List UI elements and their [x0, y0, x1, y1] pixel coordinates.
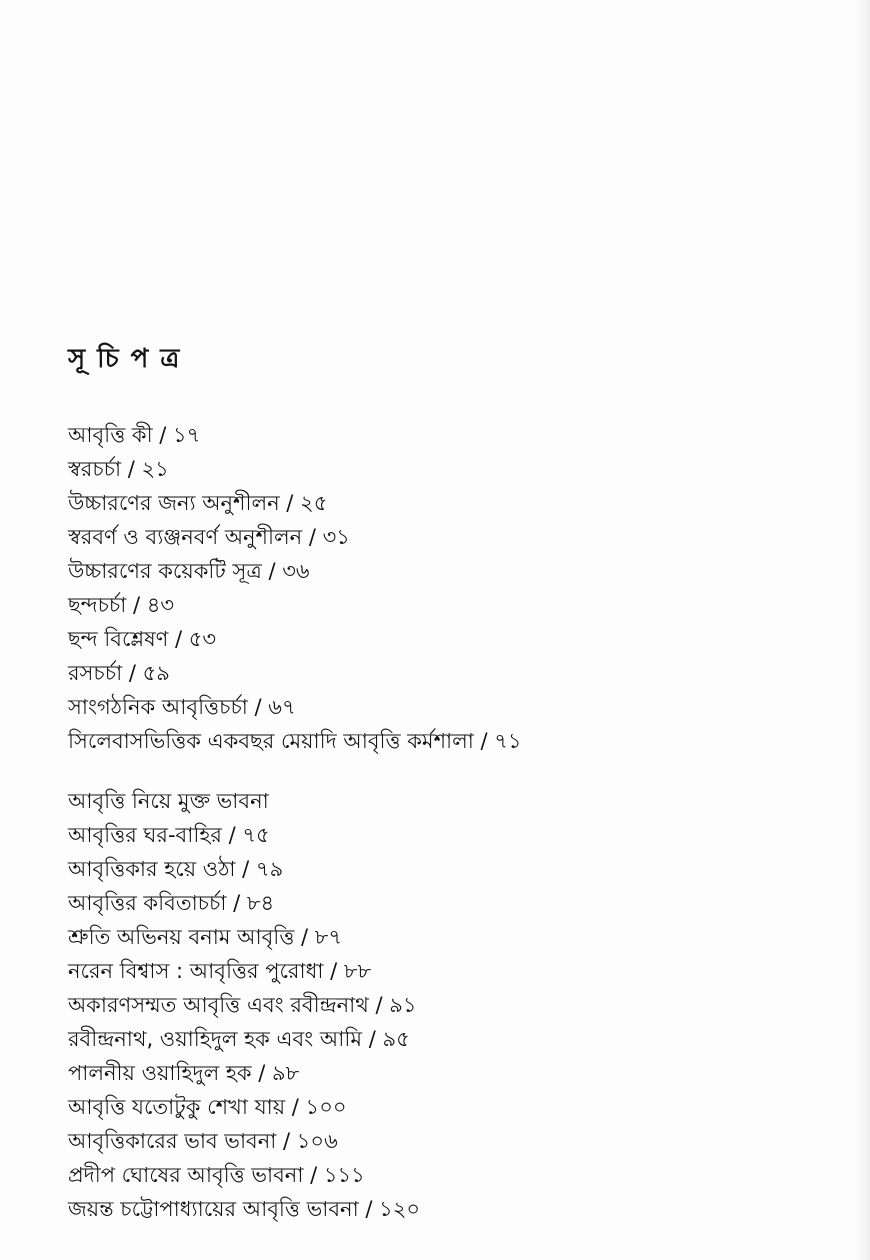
toc-entry: আবৃত্তিকারের ভাব ভাবনা / ১০৬	[68, 1129, 338, 1153]
toc-entry: আবৃত্তি কী / ১৭	[68, 423, 201, 447]
toc-entry: ছন্দচর্চা / ৪৩	[68, 593, 175, 617]
page-title: সূচিপত্র	[68, 344, 192, 374]
toc-entry: রসচর্চা / ৫৯	[68, 661, 170, 685]
toc-entry: উচ্চারণের জন্য অনুশীলন / ২৫	[68, 491, 328, 515]
toc-entry: ছন্দ বিশ্লেষণ / ৫৩	[68, 627, 217, 651]
toc-entry: আবৃত্তিকার হয়ে ওঠা / ৭৯	[68, 857, 284, 881]
toc-entry: পালনীয় ওয়াহিদুল হক / ৯৮	[68, 1061, 300, 1085]
toc-section-1	[68, 418, 522, 758]
toc-entry: সাংগঠনিক আবৃত্তিচর্চা / ৬৭	[68, 695, 296, 719]
page-edge-shadow	[856, 0, 870, 1260]
toc-entry: উচ্চারণের কয়েকটি সূত্র / ৩৬	[68, 559, 310, 583]
toc-entry: নরেন বিশ্বাস : আবৃত্তির পুরোধা / ৮৮	[68, 959, 372, 983]
section-heading: আবৃত্তি নিয়ে মুক্ত ভাবনা	[68, 789, 269, 813]
toc-entry: আবৃত্তির কবিতাচর্চা / ৮৪	[68, 891, 275, 915]
toc-entry: সিলেবাসভিত্তিক একবছর মেয়াদি আবৃত্তি কর্মশালা / ৭১	[68, 729, 522, 753]
toc-entry: অকারণসম্মত আবৃত্তি এবং রবীন্দ্রনাথ / ৯১	[68, 993, 417, 1017]
toc-entry: জয়ন্ত চট্টোপাধ্যায়ের আবৃত্তি ভাবনা / ১২০	[68, 1197, 421, 1221]
toc-entry: স্বরচর্চা / ২১	[68, 457, 169, 481]
toc-entry: আবৃত্তির ঘর-বাহির / ৭৫	[68, 823, 270, 847]
toc-entry: আবৃত্তি যতোটুকু শেখা যায় / ১০০	[68, 1095, 347, 1119]
toc-section-2	[68, 818, 420, 1226]
toc-entry: রবীন্দ্রনাথ, ওয়াহিদুল হক এবং আমি / ৯৫	[68, 1027, 410, 1051]
toc-entry: স্বরবর্ণ ও ব্যঞ্জনবর্ণ অনুশীলন / ৩১	[68, 525, 350, 549]
toc-entry: শ্রুতি অভিনয় বনাম আবৃত্তি / ৮৭	[68, 925, 343, 949]
toc-entry: প্রদীপ ঘোষের আবৃত্তি ভাবনা / ১১১	[68, 1163, 365, 1187]
